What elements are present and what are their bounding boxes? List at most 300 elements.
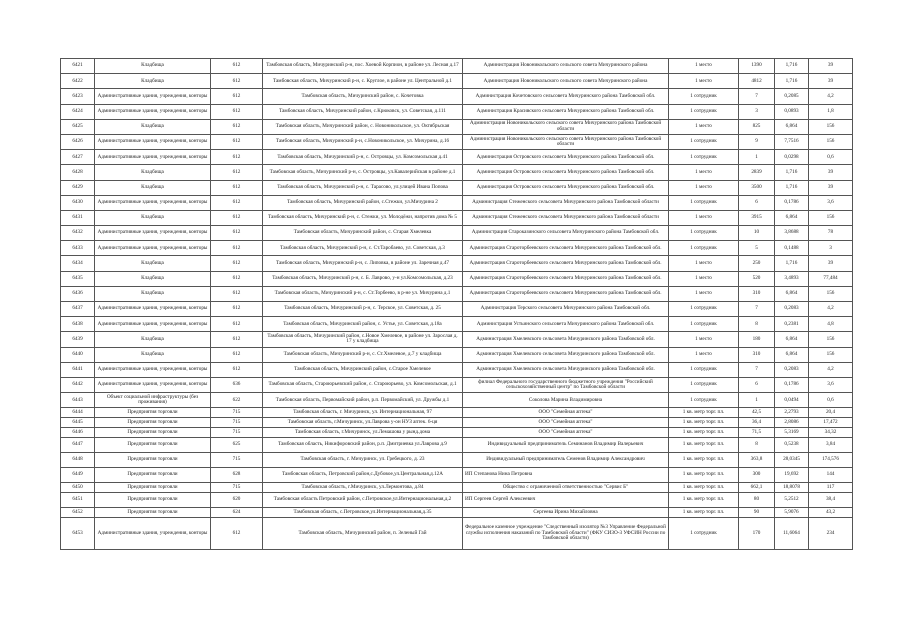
row-number-cell: 6427 — [61, 150, 95, 165]
coefficient-cell: 28,0345 — [775, 452, 809, 467]
coefficient-cell: 6,864 — [775, 332, 809, 347]
code-cell: 612 — [211, 271, 263, 286]
code-cell: 625 — [211, 437, 263, 452]
coefficient-cell: 1,716 — [775, 256, 809, 271]
registry-sheet — [60, 58, 852, 550]
quantity-cell: 170 — [739, 518, 775, 550]
unit-cell: 1 сотрудник — [669, 150, 739, 165]
row-number-cell: 6422 — [61, 74, 95, 89]
quantity-cell: 7 — [739, 302, 775, 317]
object-type-cell: Административные здания, учреждения, конторы — [95, 362, 211, 377]
unit-cell: 1 кв. метр торг. пл. — [669, 437, 739, 452]
unit-cell: 1 место — [669, 332, 739, 347]
address-cell: Тамбовская область, Мичуринский р-н, с. Б. Лаврово, у-н ул.Комсомольская, д.23 — [263, 271, 463, 286]
organization-cell: Администрация Островского сельсовета Мичуринского района Тамбовской обл. — [463, 150, 669, 165]
coefficient-cell: 2,2793 — [775, 408, 809, 418]
organization-cell: Администрация Кочетовского сельсовета Мичуринского района Тамбовской обл. — [463, 89, 669, 104]
code-cell: 612 — [211, 226, 263, 241]
object-type-cell: Административные здания, учреждения, конторы — [95, 317, 211, 332]
quantity-cell: 363,8 — [739, 452, 775, 467]
organization-cell: Соколова Марина Владимировна — [463, 393, 669, 408]
quantity-cell: 8 — [739, 317, 775, 332]
coefficient-cell: 5,9076 — [775, 508, 809, 518]
organization-cell: Администрация Островского сельсовета Мичуринского района Тамбовской обл. — [463, 180, 669, 195]
unit-cell: 1 сотрудник — [669, 134, 739, 149]
table-row — [61, 286, 853, 301]
organization-cell: ИП Сергеев Сергей Алексеевич — [463, 493, 669, 508]
address-cell: Тамбовская область, Мичуринский р-н, с. Ст.Хмелевое, д.7 у кладбища — [263, 347, 463, 362]
address-cell: Тамбовская область, г. Мичуринск, ул. Интернациональная, 97 — [263, 408, 463, 418]
volume-cell: 0,6 — [809, 150, 853, 165]
organization-cell: филиал Федерального государственного бюджетного учреждения "Российский сельскохозяйственный центр" по Тамбовской области — [463, 377, 669, 392]
object-type-cell: Административные здания, учреждения, конторы — [95, 104, 211, 119]
coefficient-cell: 0,5238 — [775, 437, 809, 452]
table-row — [61, 408, 853, 418]
address-cell: Тамбовская область, Первомайский район, р.п. Первомайский, ул. Дружбы д.1 — [263, 393, 463, 408]
code-cell: 715 — [211, 483, 263, 493]
volume-cell: 77,484 — [809, 271, 853, 286]
coefficient-cell: 0,2083 — [775, 362, 809, 377]
unit-cell: 1 место — [669, 165, 739, 180]
volume-cell: 39 — [809, 59, 853, 74]
organization-cell: Администрация Хмелевского сельсовета Мичуринского района Тамбовской обл. — [463, 332, 669, 347]
coefficient-cell: 0,2085 — [775, 89, 809, 104]
table-row — [61, 427, 853, 437]
volume-cell: 39 — [809, 180, 853, 195]
row-number-cell: 6426 — [61, 134, 95, 149]
volume-cell: 17,472 — [809, 418, 853, 428]
table-row — [61, 165, 853, 180]
coefficient-cell: 0,0893 — [775, 104, 809, 119]
coefficient-cell: 7,7516 — [775, 134, 809, 149]
unit-cell: 1 место — [669, 271, 739, 286]
code-cell: 612 — [211, 89, 263, 104]
object-type-cell: Предприятия торговли — [95, 418, 211, 428]
volume-cell: 39 — [809, 74, 853, 89]
object-type-cell: Административные здания, учреждения, конторы — [95, 89, 211, 104]
row-number-cell: 6447 — [61, 437, 95, 452]
quantity-cell: 10 — [739, 226, 775, 241]
object-type-cell: Административные здания, учреждения, конторы — [95, 377, 211, 392]
coefficient-cell: 2,8086 — [775, 418, 809, 428]
volume-cell: 3,84 — [809, 437, 853, 452]
address-cell: Тамбовская область, г.Мичуринск, ул.Лаврова у-он НУЗ аптек. 6-ця — [263, 418, 463, 428]
code-cell: 715 — [211, 452, 263, 467]
unit-cell: 1 сотрудник — [669, 241, 739, 256]
object-type-cell: Административные здания, учреждения, конторы — [95, 150, 211, 165]
unit-cell: 1 сотрудник — [669, 393, 739, 408]
object-type-cell: Административные здания, учреждения, конторы — [95, 134, 211, 149]
organization-cell: Индивидуальный предприниматель Семенов Владимир Александрович — [463, 452, 669, 467]
organization-cell: Федеральное казенное учреждение "Следственный изолятор №3 Управление Федеральной службы исполнения наказаний по Тамбовской области" (ФКУ СИЗО-3 УФСИН России по Тамбовской области) — [463, 518, 669, 550]
code-cell: 612 — [211, 317, 263, 332]
code-cell: 612 — [211, 165, 263, 180]
address-cell: Тамбовская область, Мичуринский район, с. Устье, ул. Советская, д.18а — [263, 317, 463, 332]
coefficient-cell: 3,4893 — [775, 271, 809, 286]
unit-cell: 1 кв. метр торг. пл. — [669, 408, 739, 418]
code-cell: 612 — [211, 180, 263, 195]
code-cell: 612 — [211, 332, 263, 347]
object-type-cell: Предприятия торговли — [95, 408, 211, 418]
quantity-cell: 310 — [739, 347, 775, 362]
address-cell: Тамбовская область, Мичуринский р-н, с. Терское, ул. Советская, д. 25 — [263, 302, 463, 317]
table-row — [61, 393, 853, 408]
unit-cell: 1 сотрудник — [669, 195, 739, 210]
address-cell: Тамбовская область, Мичуринский р-н, с.Новоникольское, ул. Мичурина, д.16 — [263, 134, 463, 149]
organization-cell: Администрация Устьинского сельсовета Мичуринского района Тамбовской обл. — [463, 317, 669, 332]
row-number-cell: 6431 — [61, 210, 95, 225]
quantity-cell: 2839 — [739, 165, 775, 180]
volume-cell: 20,4 — [809, 408, 853, 418]
organization-cell: Администрация Новоникольского сельского совета Мичуринского района Тамбовской области — [463, 119, 669, 134]
object-type-cell: Предприятия торговли — [95, 483, 211, 493]
table-row — [61, 210, 853, 225]
unit-cell: 1 место — [669, 286, 739, 301]
unit-cell: 1 кв. метр торг. пл. — [669, 468, 739, 483]
address-cell: Тамбовская область, Мичуринский район, с. Кочетовка — [263, 89, 463, 104]
code-cell: 612 — [211, 134, 263, 149]
volume-cell: 3 — [809, 241, 853, 256]
organization-cell: Сергеева Ирина Михайловна — [463, 508, 669, 518]
table-row — [61, 89, 853, 104]
volume-cell: 3,6 — [809, 377, 853, 392]
address-cell: Тамбовская область, Мичуринский р-н, с. Круглое, в районе ул. Центральной д.1 — [263, 74, 463, 89]
object-type-cell: Кладбища — [95, 119, 211, 134]
row-number-cell: 6448 — [61, 452, 95, 467]
code-cell: 612 — [211, 210, 263, 225]
address-cell: Тамбовская область, Мичуринский район, с.Старое Хмелевое — [263, 362, 463, 377]
volume-cell: 4,8 — [809, 317, 853, 332]
code-cell: 612 — [211, 195, 263, 210]
address-cell: Тамбовская область, Мичуринский р-н, с. Островцы, ул. Комсомольская д.41 — [263, 150, 463, 165]
object-type-cell: Кладбища — [95, 271, 211, 286]
volume-cell: 156 — [809, 347, 853, 362]
coefficient-cell: 18,8078 — [775, 483, 809, 493]
coefficient-cell: 6,864 — [775, 347, 809, 362]
organization-cell: Администрация Хмелевского сельсовета Мичуринского района Тамбовской обл. — [463, 347, 669, 362]
unit-cell: 1 место — [669, 180, 739, 195]
volume-cell: 117 — [809, 483, 853, 493]
table-row — [61, 483, 853, 493]
object-type-cell: Кладбища — [95, 180, 211, 195]
organization-cell: ИП Степанова Нина Петровна — [463, 468, 669, 483]
table-row — [61, 493, 853, 508]
row-number-cell: 6442 — [61, 377, 95, 392]
unit-cell: 1 сотрудник — [669, 302, 739, 317]
unit-cell: 1 место — [669, 347, 739, 362]
row-number-cell: 6446 — [61, 427, 95, 437]
object-type-cell: Административные здания, учреждения, конторы — [95, 195, 211, 210]
unit-cell: 1 сотрудник — [669, 317, 739, 332]
unit-cell: 1 сотрудник — [669, 89, 739, 104]
code-cell: 612 — [211, 74, 263, 89]
quantity-cell: 1 — [739, 393, 775, 408]
organization-cell: Администрация Новоникольского сельского совета Мичуринского района Тамбовской области — [463, 134, 669, 149]
organization-cell: Администрация Староторбеевского сельсовета Мичуринского района Тамбовской обл. — [463, 241, 669, 256]
row-number-cell: 6423 — [61, 89, 95, 104]
volume-cell: 1,8 — [809, 104, 853, 119]
table-row — [61, 256, 853, 271]
quantity-cell: 9 — [739, 134, 775, 149]
volume-cell: 4,2 — [809, 302, 853, 317]
volume-cell: 4,2 — [809, 89, 853, 104]
table-row — [61, 452, 853, 467]
quantity-cell: 3 — [739, 104, 775, 119]
coefficient-cell: 0,1786 — [775, 377, 809, 392]
object-type-cell: Кладбища — [95, 59, 211, 74]
quantity-cell: 7 — [739, 362, 775, 377]
table-row — [61, 377, 853, 392]
row-number-cell: 6428 — [61, 165, 95, 180]
quantity-cell: 300 — [739, 468, 775, 483]
object-type-cell: Кладбища — [95, 74, 211, 89]
quantity-cell: 42,5 — [739, 408, 775, 418]
volume-cell: 234 — [809, 518, 853, 550]
volume-cell: 156 — [809, 210, 853, 225]
organization-cell: Общество с ограниченной ответственностью "Сервис Б" — [463, 483, 669, 493]
table-row — [61, 317, 853, 332]
volume-cell: 43,2 — [809, 508, 853, 518]
quantity-cell: 80 — [739, 493, 775, 508]
volume-cell: 39 — [809, 256, 853, 271]
unit-cell: 1 место — [669, 119, 739, 134]
object-type-cell: Административные здания, учреждения, конторы — [95, 241, 211, 256]
row-number-cell: 6438 — [61, 317, 95, 332]
row-number-cell: 6434 — [61, 256, 95, 271]
coefficient-cell: 19,692 — [775, 468, 809, 483]
quantity-cell: 1 — [739, 150, 775, 165]
coefficient-cell: 1,716 — [775, 165, 809, 180]
table-row — [61, 468, 853, 483]
coefficient-cell: 0,1488 — [775, 241, 809, 256]
address-cell: Тамбовская область, Мичуринский р-н, с. Ст.Торбеево, в р-не ул. Мичурина д.1 — [263, 286, 463, 301]
table-row — [61, 271, 853, 286]
address-cell: Тамбовская область, Мичуринский район, п. Зеленый Гай — [263, 518, 463, 550]
code-cell: 612 — [211, 104, 263, 119]
organization-cell: Администрация Стеженского сельсовета Мичуринского района Тамбовской области — [463, 210, 669, 225]
row-number-cell: 6425 — [61, 119, 95, 134]
address-cell: Тамбовская область, Никифоровский район, р.п. Дмитриевка ул.Лаврова д.9 — [263, 437, 463, 452]
organization-cell: Администрация Красивского сельсовета Мичуринского района Тамбовской обл. — [463, 104, 669, 119]
row-number-cell: 6436 — [61, 286, 95, 301]
organization-cell: Администрация Староторбеевского сельсовета Мичуринского района Тамбовской обл. — [463, 286, 669, 301]
row-number-cell: 6445 — [61, 418, 95, 428]
quantity-cell: 180 — [739, 332, 775, 347]
volume-cell: 3,6 — [809, 195, 853, 210]
row-number-cell: 6452 — [61, 508, 95, 518]
unit-cell: 1 кв. метр торг. пл. — [669, 493, 739, 508]
object-type-cell: Предприятия торговли — [95, 468, 211, 483]
organization-cell: ООО "Семейная аптека" — [463, 427, 669, 437]
table-row — [61, 150, 853, 165]
address-cell: Тамбовская область, с.Петровское,ул.Интернациональная,д.35 — [263, 508, 463, 518]
code-cell: 628 — [211, 468, 263, 483]
quantity-cell: 1390 — [739, 59, 775, 74]
code-cell: 612 — [211, 302, 263, 317]
address-cell: Тамбовская область, Мичуринский район, с. Старая Хмелевка — [263, 226, 463, 241]
unit-cell: 1 сотрудник — [669, 226, 739, 241]
unit-cell: 1 сотрудник — [669, 362, 739, 377]
object-type-cell: Кладбища — [95, 210, 211, 225]
quantity-cell: 250 — [739, 256, 775, 271]
table-row — [61, 180, 853, 195]
volume-cell: 156 — [809, 134, 853, 149]
unit-cell: 1 сотрудник — [669, 518, 739, 550]
organization-cell: Администрация Староторбеевского сельсовета Мичуринского района Тамбовской обл. — [463, 271, 669, 286]
address-cell: Тамбовская область, Мичуринский район, с.Стежки, ул.Мичурина 2 — [263, 195, 463, 210]
table-row — [61, 134, 853, 149]
row-number-cell: 6430 — [61, 195, 95, 210]
organization-cell: Администрация Староказинского сельсовета Мичуринского района Тамбовской обл. — [463, 226, 669, 241]
volume-cell: 34,32 — [809, 427, 853, 437]
unit-cell: 1 кв. метр торг. пл. — [669, 452, 739, 467]
code-cell: 620 — [211, 493, 263, 508]
code-cell: 612 — [211, 362, 263, 377]
organization-cell: ООО "Семейная аптека" — [463, 408, 669, 418]
row-number-cell: 6429 — [61, 180, 95, 195]
volume-cell: 156 — [809, 286, 853, 301]
code-cell: 612 — [211, 256, 263, 271]
organization-cell: Администрация Стеженского сельсовета Мичуринского района Тамбовской области — [463, 195, 669, 210]
code-cell: 612 — [211, 286, 263, 301]
object-type-cell: Административные здания, учреждения, конторы — [95, 518, 211, 550]
code-cell: 715 — [211, 418, 263, 428]
quantity-cell: 8 — [739, 437, 775, 452]
coefficient-cell: 0,0298 — [775, 150, 809, 165]
quantity-cell: 825 — [739, 119, 775, 134]
volume-cell: 144 — [809, 468, 853, 483]
object-type-cell: Предприятия торговли — [95, 437, 211, 452]
address-cell: Тамбовская область, Мичуринский район, с.Крюковск, ул. Советская, д.111 — [263, 104, 463, 119]
object-type-cell: Административные здания, учреждения, конторы — [95, 302, 211, 317]
table-row — [61, 119, 853, 134]
quantity-cell: 662,1 — [739, 483, 775, 493]
volume-cell: 0,6 — [809, 393, 853, 408]
address-cell: Тамбовская область, г.Мичуринск, ул.Лермонтова, д.84 — [263, 483, 463, 493]
quantity-cell: 3500 — [739, 180, 775, 195]
row-number-cell: 6450 — [61, 483, 95, 493]
quantity-cell: 520 — [739, 271, 775, 286]
unit-cell: 1 сотрудник — [669, 104, 739, 119]
row-number-cell: 6439 — [61, 332, 95, 347]
table-row — [61, 518, 853, 550]
row-number-cell: 6444 — [61, 408, 95, 418]
organization-cell: Администрация Островского сельсовета Мичуринского района Тамбовской обл. — [463, 165, 669, 180]
row-number-cell: 6441 — [61, 362, 95, 377]
table-row — [61, 362, 853, 377]
object-type-cell: Кладбища — [95, 256, 211, 271]
row-number-cell: 6421 — [61, 59, 95, 74]
code-cell: 612 — [211, 59, 263, 74]
object-type-cell: Предприятия торговли — [95, 427, 211, 437]
row-number-cell: 6453 — [61, 518, 95, 550]
address-cell: Тамбовская область, Мичуринский район, с.Новое Хмелевое, в районе ул. Зарослая д. 17 у кладбища — [263, 332, 463, 347]
coefficient-cell: 1,716 — [775, 180, 809, 195]
row-number-cell: 6449 — [61, 468, 95, 483]
address-cell: Тамбовская область, г. Мичуринск, ул. Гребецкого, д. 23 — [263, 452, 463, 467]
coefficient-cell: 0,1786 — [775, 195, 809, 210]
unit-cell: 1 кв. метр торг. пл. — [669, 508, 739, 518]
unit-cell: 1 место — [669, 59, 739, 74]
coefficient-cell: 1,716 — [775, 74, 809, 89]
coefficient-cell: 1,716 — [775, 59, 809, 74]
organization-cell: ООО "Семейная аптека" — [463, 418, 669, 428]
address-cell: Тамбовская область, Староюрьевский район, с. Староюрьево, ул. Комсомольская, д.1 — [263, 377, 463, 392]
code-cell: 612 — [211, 241, 263, 256]
code-cell: 715 — [211, 427, 263, 437]
table-row — [61, 332, 853, 347]
row-number-cell: 6443 — [61, 393, 95, 408]
object-type-cell: Объект социальной инфраструктуры (без проживания) — [95, 393, 211, 408]
object-type-cell: Предприятия торговли — [95, 493, 211, 508]
registry-body — [61, 59, 853, 550]
object-type-cell: Кладбища — [95, 286, 211, 301]
volume-cell: 38,4 — [809, 493, 853, 508]
volume-cell: 4,2 — [809, 362, 853, 377]
table-row — [61, 226, 853, 241]
address-cell: Тамбовская область, Петровский район,с.Дубовое,ул.Центральная,д.12А — [263, 468, 463, 483]
row-number-cell: 6424 — [61, 104, 95, 119]
unit-cell: 1 кв. метр торг. пл. — [669, 418, 739, 428]
address-cell: Тамбовская область Петровский район, с.Петровское,ул.Интернациональная,д.2 — [263, 493, 463, 508]
unit-cell: 1 место — [669, 210, 739, 225]
object-type-cell: Кладбища — [95, 347, 211, 362]
organization-cell: Администрация Староторбеевского сельсовета Мичуринского района Тамбовской обл. — [463, 256, 669, 271]
table-row — [61, 195, 853, 210]
address-cell: Тамбовская область, Мичуринский р-н, пос. Хоевой Корпион, в районе ул. Лесная д.17 — [263, 59, 463, 74]
code-cell: 715 — [211, 408, 263, 418]
unit-cell: 1 место — [669, 74, 739, 89]
code-cell: 612 — [211, 347, 263, 362]
object-type-cell: Предприятия торговли — [95, 508, 211, 518]
row-number-cell: 6440 — [61, 347, 95, 362]
organization-cell: Администрация Новоникольского сельского совета Мичуринского района — [463, 59, 669, 74]
quantity-cell: 7 — [739, 89, 775, 104]
row-number-cell: 6435 — [61, 271, 95, 286]
table-row — [61, 508, 853, 518]
unit-cell: 1 кв. метр торг. пл. — [669, 483, 739, 493]
address-cell: Тамбовская область, Мичуринский р-н, с. Стежки, ул. Молодёжи, напротив дома № 5 — [263, 210, 463, 225]
coefficient-cell: 3,8688 — [775, 226, 809, 241]
quantity-cell: 310 — [739, 286, 775, 301]
address-cell: Тамбовская область, Мичуринский р-н, с. Ст.Таробаево, ул. Советская, д.3 — [263, 241, 463, 256]
code-cell: 612 — [211, 518, 263, 550]
unit-cell: 1 сотрудник — [669, 377, 739, 392]
address-cell: Тамбовская область, Мичуринский р-н, с. Островцы, ул.Кавалерийская в районе д.1 — [263, 165, 463, 180]
quantity-cell: 90 — [739, 508, 775, 518]
object-type-cell: Административные здания, учреждения, конторы — [95, 226, 211, 241]
code-cell: 622 — [211, 393, 263, 408]
table-row — [61, 302, 853, 317]
table-row — [61, 437, 853, 452]
coefficient-cell: 6,864 — [775, 286, 809, 301]
code-cell: 624 — [211, 508, 263, 518]
quantity-cell: 6 — [739, 377, 775, 392]
registry-table — [60, 58, 853, 550]
row-number-cell: 6437 — [61, 302, 95, 317]
coefficient-cell: 0,2083 — [775, 302, 809, 317]
coefficient-cell: 11,6064 — [775, 518, 809, 550]
table-row — [61, 418, 853, 428]
table-row — [61, 241, 853, 256]
quantity-cell: 4812 — [739, 74, 775, 89]
volume-cell: 156 — [809, 119, 853, 134]
address-cell: Тамбовская область, Мичуринский р-н, с. Липовка, в районе ул. Заречная д.47 — [263, 256, 463, 271]
row-number-cell: 6451 — [61, 493, 95, 508]
coefficient-cell: 6,864 — [775, 210, 809, 225]
address-cell: Тамбовская область, Мичуринский р-н, с. Тарасово, ул.улицей Ивана Попова — [263, 180, 463, 195]
unit-cell: 1 место — [669, 256, 739, 271]
